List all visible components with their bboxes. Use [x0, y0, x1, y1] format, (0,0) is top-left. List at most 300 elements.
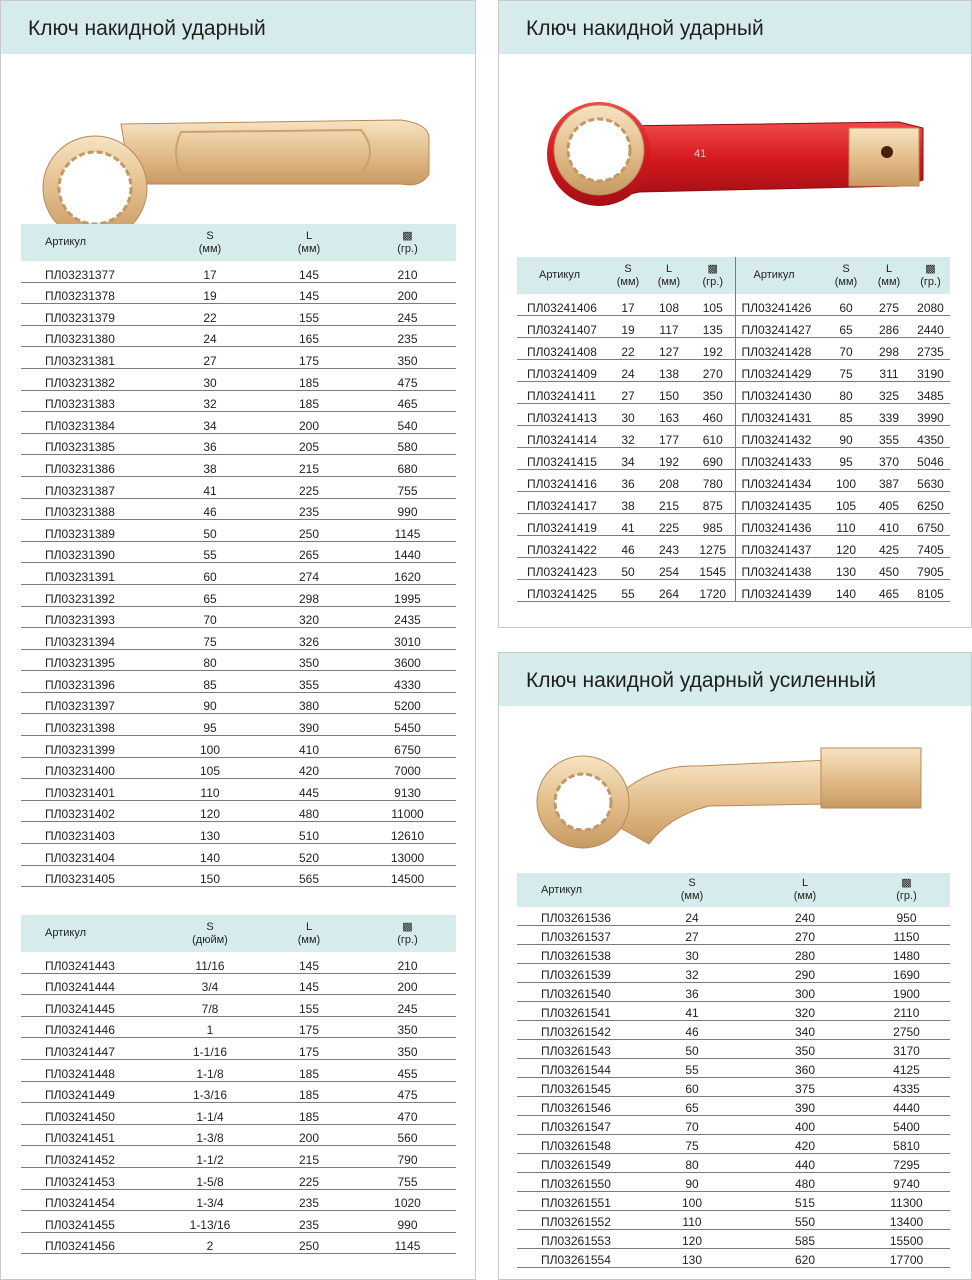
table-row — [21, 1016, 456, 1038]
table-row — [21, 455, 456, 477]
col-s: S (мм) — [609, 257, 647, 294]
cell-article: ПЛ03261539 — [517, 964, 637, 983]
cell-s: 65 — [161, 584, 259, 606]
table-row — [21, 1189, 456, 1211]
cell-weight: 1545 — [691, 558, 735, 580]
cell-s: 46 — [609, 536, 647, 558]
cell-l: 185 — [259, 1059, 359, 1081]
cell-article: ПЛ03261543 — [517, 1040, 637, 1059]
table-row — [517, 1040, 950, 1059]
table-row — [21, 692, 456, 714]
cell-article: ПЛ03261550 — [517, 1173, 637, 1192]
cell-s: 1-3/8 — [161, 1124, 259, 1146]
cell-article-2: ПЛ03241430 — [735, 382, 825, 404]
weight-icon: ▩ — [402, 229, 413, 242]
cell-s-2: 60 — [825, 294, 867, 316]
cell-l: 565 — [259, 865, 359, 887]
table-row — [21, 844, 456, 866]
cell-l: 420 — [747, 1135, 863, 1154]
cell-weight: 465 — [359, 390, 456, 412]
col-s-2: S (мм) — [825, 257, 867, 294]
cell-l: 520 — [259, 844, 359, 866]
cell-l: 235 — [259, 1211, 359, 1233]
cell-weight: 4335 — [863, 1078, 950, 1097]
table-row — [517, 1135, 950, 1154]
table-row — [21, 325, 456, 347]
cell-article: ПЛ03261541 — [517, 1002, 637, 1021]
cell-s: 95 — [161, 714, 259, 736]
table-row — [21, 563, 456, 585]
left-card-title: Ключ накидной ударный — [1, 1, 475, 54]
table-row — [517, 1097, 950, 1116]
table-row — [21, 1059, 456, 1081]
cell-s: 130 — [161, 822, 259, 844]
cell-article: ПЛ03261537 — [517, 926, 637, 945]
cell-article: ПЛ03261536 — [517, 907, 637, 926]
cell-s: 75 — [637, 1135, 747, 1154]
cell-l-2: 425 — [867, 536, 911, 558]
cell-article-2: ПЛ03241433 — [735, 448, 825, 470]
cell-s: 55 — [609, 580, 647, 602]
cell-article: ПЛ03241445 — [21, 995, 161, 1017]
table-row — [517, 382, 950, 404]
cell-article-2: ПЛ03241431 — [735, 404, 825, 426]
cell-s: 7/8 — [161, 995, 259, 1017]
cell-weight: 680 — [359, 455, 456, 477]
cell-l: 585 — [747, 1230, 863, 1249]
cell-s: 46 — [161, 498, 259, 520]
col-l: L (мм) — [647, 257, 691, 294]
cell-l: 225 — [647, 514, 691, 536]
cell-weight: 5400 — [863, 1116, 950, 1135]
cell-l: 200 — [259, 412, 359, 434]
cell-l-2: 311 — [867, 360, 911, 382]
cell-s-2: 65 — [825, 316, 867, 338]
table-row — [21, 822, 456, 844]
cell-l: 515 — [747, 1192, 863, 1211]
cell-weight: 460 — [691, 404, 735, 426]
cell-article: ПЛ03231385 — [21, 433, 161, 455]
cell-article-2: ПЛ03241426 — [735, 294, 825, 316]
cell-article: ПЛ03261553 — [517, 1230, 637, 1249]
cell-l: 380 — [259, 692, 359, 714]
cell-s: 22 — [161, 304, 259, 326]
table-row — [21, 1232, 456, 1254]
cell-s: 85 — [161, 671, 259, 693]
cell-l: 235 — [259, 1189, 359, 1211]
cell-s: 32 — [609, 426, 647, 448]
cell-l: 265 — [259, 541, 359, 563]
table-row — [517, 426, 950, 448]
weight-icon: ▩ — [901, 877, 912, 889]
cell-l: 175 — [259, 1016, 359, 1038]
table-row — [517, 1154, 950, 1173]
cell-article: ПЛ03231393 — [21, 606, 161, 628]
table-body — [21, 952, 456, 1254]
cell-l: 250 — [259, 520, 359, 542]
cell-s: 1-1/2 — [161, 1146, 259, 1168]
col-art: Артикул — [21, 915, 161, 952]
cell-s-2: 90 — [825, 426, 867, 448]
cell-s: 140 — [161, 844, 259, 866]
weight-icon: ▩ — [402, 920, 413, 933]
cell-l: 390 — [747, 1097, 863, 1116]
cell-l: 480 — [259, 800, 359, 822]
cell-l: 355 — [259, 671, 359, 693]
cell-s: 100 — [161, 736, 259, 758]
table-metric — [21, 224, 456, 887]
table-heavy-wrench — [517, 873, 950, 1268]
cell-s: 70 — [161, 606, 259, 628]
cell-article: ПЛ03231379 — [21, 304, 161, 326]
cell-weight: 14500 — [359, 865, 456, 887]
table-row — [21, 347, 456, 369]
cell-article: ПЛ03241415 — [517, 448, 609, 470]
right-bottom-card — [498, 652, 972, 1280]
cell-s: 130 — [637, 1249, 747, 1268]
cell-s: 1-5/8 — [161, 1167, 259, 1189]
cell-article: ПЛ03231377 — [21, 261, 161, 282]
cell-weight: 3010 — [359, 628, 456, 650]
cell-article: ПЛ03261552 — [517, 1211, 637, 1230]
cell-l: 440 — [747, 1154, 863, 1173]
cell-article: ПЛ03231395 — [21, 649, 161, 671]
cell-s-2: 100 — [825, 470, 867, 492]
cell-l: 243 — [647, 536, 691, 558]
cell-weight: 755 — [359, 1167, 456, 1189]
cell-s: 1 — [161, 1016, 259, 1038]
col-weight: ▩ (гр.) — [863, 873, 950, 907]
cell-weight: 990 — [359, 498, 456, 520]
cell-article: ПЛ03241422 — [517, 536, 609, 558]
table-body — [21, 261, 456, 887]
cell-weight: 5810 — [863, 1135, 950, 1154]
table-row — [21, 736, 456, 758]
cell-weight: 990 — [359, 1211, 456, 1233]
table-row — [21, 304, 456, 326]
table-row — [517, 448, 950, 470]
cell-s: 120 — [637, 1230, 747, 1249]
table-row — [517, 1230, 950, 1249]
cell-s-2: 80 — [825, 382, 867, 404]
cell-weight: 4440 — [863, 1097, 950, 1116]
cell-article: ПЛ03231400 — [21, 757, 161, 779]
col-weight-2: ▩ (гр.) — [911, 257, 950, 294]
cell-s: 100 — [637, 1192, 747, 1211]
table-row — [517, 558, 950, 580]
cell-s: 30 — [637, 945, 747, 964]
cell-l: 177 — [647, 426, 691, 448]
cell-s: 1-13/16 — [161, 1211, 259, 1233]
cell-weight: 1690 — [863, 964, 950, 983]
table-row — [21, 714, 456, 736]
table-row — [21, 1124, 456, 1146]
cell-weight: 13000 — [359, 844, 456, 866]
cell-s-2: 140 — [825, 580, 867, 602]
cell-article: ПЛ03241414 — [517, 426, 609, 448]
cell-s: 2 — [161, 1232, 259, 1254]
cell-weight: 1440 — [359, 541, 456, 563]
cell-article: ПЛ03231397 — [21, 692, 161, 714]
cell-weight-2: 6750 — [911, 514, 950, 536]
cell-l: 138 — [647, 360, 691, 382]
cell-weight: 690 — [691, 448, 735, 470]
cell-l: 340 — [747, 1021, 863, 1040]
left-card — [0, 0, 476, 1280]
cell-l: 254 — [647, 558, 691, 580]
cell-article-2: ПЛ03241429 — [735, 360, 825, 382]
col-art: Артикул — [517, 257, 609, 294]
table-row — [21, 995, 456, 1017]
cell-l: 225 — [259, 476, 359, 498]
cell-article: ПЛ03261554 — [517, 1249, 637, 1268]
cell-s: 110 — [637, 1211, 747, 1230]
cell-article: ПЛ03231382 — [21, 368, 161, 390]
cell-article: ПЛ03261538 — [517, 945, 637, 964]
cell-s: 60 — [161, 563, 259, 585]
cell-article: ПЛ03241452 — [21, 1146, 161, 1168]
cell-s: 19 — [609, 316, 647, 338]
cell-s: 50 — [609, 558, 647, 580]
cell-l: 175 — [259, 1038, 359, 1060]
table-red-wrench — [517, 257, 950, 602]
cell-l: 235 — [259, 498, 359, 520]
cell-weight-2: 8105 — [911, 580, 950, 602]
cell-l-2: 325 — [867, 382, 911, 404]
cell-article: ПЛ03241411 — [517, 382, 609, 404]
table-inch — [21, 915, 456, 1254]
table-row — [21, 973, 456, 995]
cell-s: 34 — [609, 448, 647, 470]
cell-weight: 200 — [359, 973, 456, 995]
cell-l: 108 — [647, 294, 691, 316]
cell-article: ПЛ03231390 — [21, 541, 161, 563]
cell-weight: 1145 — [359, 1232, 456, 1254]
cell-weight: 210 — [359, 952, 456, 973]
cell-l: 420 — [259, 757, 359, 779]
cell-weight-2: 3485 — [911, 382, 950, 404]
table-row — [21, 433, 456, 455]
cell-article: ПЛ03231394 — [21, 628, 161, 650]
cell-l: 185 — [259, 1081, 359, 1103]
table-row — [21, 261, 456, 282]
cell-article: ПЛ03241444 — [21, 973, 161, 995]
cell-l: 185 — [259, 1103, 359, 1125]
cell-s: 1-3/16 — [161, 1081, 259, 1103]
cell-article: ПЛ03231384 — [21, 412, 161, 434]
table-row — [21, 412, 456, 434]
cell-weight: 2110 — [863, 1002, 950, 1021]
cell-weight: 15500 — [863, 1230, 950, 1249]
cell-weight: 1275 — [691, 536, 735, 558]
cell-l: 165 — [259, 325, 359, 347]
cell-l: 480 — [747, 1173, 863, 1192]
weight-icon: ▩ — [925, 262, 936, 275]
table-body — [517, 294, 950, 602]
cell-l: 620 — [747, 1249, 863, 1268]
cell-weight: 5450 — [359, 714, 456, 736]
col-l: L (мм) — [259, 915, 359, 952]
cell-s: 27 — [637, 926, 747, 945]
table-row — [517, 945, 950, 964]
table-row — [517, 294, 950, 316]
cell-article-2: ПЛ03241427 — [735, 316, 825, 338]
cell-weight: 560 — [359, 1124, 456, 1146]
table-row — [517, 964, 950, 983]
cell-article: ПЛ03231388 — [21, 498, 161, 520]
cell-weight-2: 4350 — [911, 426, 950, 448]
table-row — [21, 606, 456, 628]
table-row — [21, 1167, 456, 1189]
cell-l: 145 — [259, 952, 359, 973]
table-row — [517, 983, 950, 1002]
cell-article: ПЛ03241419 — [517, 514, 609, 536]
table-row — [517, 492, 950, 514]
cell-l: 150 — [647, 382, 691, 404]
table-row — [21, 865, 456, 887]
cell-l-2: 465 — [867, 580, 911, 602]
cell-l-2: 410 — [867, 514, 911, 536]
cell-article-2: ПЛ03241439 — [735, 580, 825, 602]
table-row — [517, 1116, 950, 1135]
cell-weight: 1150 — [863, 926, 950, 945]
offset-wrench-image — [499, 706, 971, 876]
cell-article: ПЛ03241425 — [517, 580, 609, 602]
wrench-image — [1, 54, 475, 224]
cell-article-2: ПЛ03241438 — [735, 558, 825, 580]
cell-article: ПЛ03231404 — [21, 844, 161, 866]
table-row — [517, 1059, 950, 1078]
cell-weight: 200 — [359, 282, 456, 304]
cell-s: 110 — [161, 779, 259, 801]
cell-weight: 475 — [359, 1081, 456, 1103]
cell-l: 117 — [647, 316, 691, 338]
cell-weight: 135 — [691, 316, 735, 338]
table-row — [21, 584, 456, 606]
cell-s-2: 130 — [825, 558, 867, 580]
cell-l: 215 — [259, 455, 359, 477]
cell-s: 150 — [161, 865, 259, 887]
table-row — [517, 1002, 950, 1021]
table-row — [517, 580, 950, 602]
cell-s: 41 — [161, 476, 259, 498]
cell-l: 145 — [259, 973, 359, 995]
cell-weight: 470 — [359, 1103, 456, 1125]
table-row — [517, 926, 950, 945]
cell-weight: 7000 — [359, 757, 456, 779]
cell-article: ПЛ03261549 — [517, 1154, 637, 1173]
cell-weight: 192 — [691, 338, 735, 360]
cell-s: 36 — [161, 433, 259, 455]
cell-weight: 985 — [691, 514, 735, 536]
cell-weight: 105 — [691, 294, 735, 316]
cell-l: 445 — [259, 779, 359, 801]
right-top-card — [498, 0, 972, 628]
cell-s: 30 — [609, 404, 647, 426]
col-weight: ▩ (гр.) — [691, 257, 735, 294]
cell-s: 55 — [637, 1059, 747, 1078]
cell-article: ПЛ03261546 — [517, 1097, 637, 1116]
cell-weight: 350 — [691, 382, 735, 404]
cell-s-2: 105 — [825, 492, 867, 514]
cell-s: 80 — [161, 649, 259, 671]
table-row — [21, 1081, 456, 1103]
cell-weight: 4125 — [863, 1059, 950, 1078]
cell-s-2: 70 — [825, 338, 867, 360]
table-row — [517, 907, 950, 926]
cell-weight: 210 — [359, 261, 456, 282]
table-row — [517, 360, 950, 382]
cell-s: 32 — [637, 964, 747, 983]
cell-weight: 3600 — [359, 649, 456, 671]
cell-weight: 1480 — [863, 945, 950, 964]
cell-s: 27 — [161, 347, 259, 369]
cell-l: 510 — [259, 822, 359, 844]
cell-s: 75 — [161, 628, 259, 650]
cell-weight-2: 2080 — [911, 294, 950, 316]
table-row — [21, 800, 456, 822]
cell-weight: 13400 — [863, 1211, 950, 1230]
cell-l: 185 — [259, 368, 359, 390]
weight-icon: ▩ — [707, 262, 718, 275]
cell-l: 155 — [259, 304, 359, 326]
cell-s: 1-3/4 — [161, 1189, 259, 1211]
cell-article: ПЛ03241451 — [21, 1124, 161, 1146]
cell-weight: 875 — [691, 492, 735, 514]
cell-s: 105 — [161, 757, 259, 779]
cell-s: 1-1/16 — [161, 1038, 259, 1060]
cell-s: 60 — [637, 1078, 747, 1097]
cell-article: ПЛ03241455 — [21, 1211, 161, 1233]
cell-weight: 790 — [359, 1146, 456, 1168]
cell-l: 400 — [747, 1116, 863, 1135]
table-row — [21, 520, 456, 542]
cell-l-2: 370 — [867, 448, 911, 470]
table-row — [517, 338, 950, 360]
table-row — [517, 536, 950, 558]
cell-l: 298 — [259, 584, 359, 606]
table-row — [517, 470, 950, 492]
cell-s: 41 — [609, 514, 647, 536]
cell-weight: 2435 — [359, 606, 456, 628]
cell-l-2: 387 — [867, 470, 911, 492]
cell-weight-2: 3990 — [911, 404, 950, 426]
cell-s: 90 — [161, 692, 259, 714]
cell-article: ПЛ03231392 — [21, 584, 161, 606]
table-row — [517, 1192, 950, 1211]
cell-s: 120 — [161, 800, 259, 822]
cell-article: ПЛ03241409 — [517, 360, 609, 382]
col-l-2: L (мм) — [867, 257, 911, 294]
cell-s: 3/4 — [161, 973, 259, 995]
table-row — [517, 316, 950, 338]
table-row — [517, 1173, 950, 1192]
cell-article: ПЛ03241448 — [21, 1059, 161, 1081]
cell-s: 32 — [161, 390, 259, 412]
right-top-card-title: Ключ накидной ударный — [499, 1, 971, 54]
cell-s-2: 95 — [825, 448, 867, 470]
cell-article: ПЛ03261551 — [517, 1192, 637, 1211]
cell-l-2: 298 — [867, 338, 911, 360]
table-row — [21, 498, 456, 520]
cell-weight: 950 — [863, 907, 950, 926]
cell-l: 185 — [259, 390, 359, 412]
cell-s: 38 — [161, 455, 259, 477]
cell-article: ПЛ03241407 — [517, 316, 609, 338]
cell-l-2: 450 — [867, 558, 911, 580]
cell-l: 375 — [747, 1078, 863, 1097]
cell-article: ПЛ03261542 — [517, 1021, 637, 1040]
